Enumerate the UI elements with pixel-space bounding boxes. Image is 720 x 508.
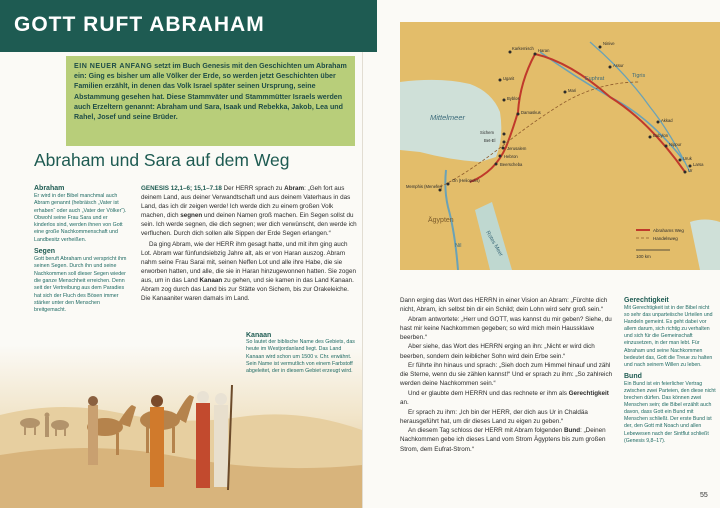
sidebar-head-gerechtigkeit: Gerechtigkeit — [624, 297, 669, 304]
page-number: 55 — [700, 492, 708, 499]
text-run: zu gehen, und sie kamen in das Land Kanaan. Abram zog durch das Land bis zur Stätte von Sichem, bis zur Orakeleiche. Die Kanaaniter waren damals im Land. — [141, 276, 354, 303]
nile-label: Nil — [455, 243, 462, 249]
text-bold: Gerechtigkeit — [568, 389, 609, 397]
body-paragraph: Abram antwortete: „Herr und GOTT, was kannst du mir geben? Siehe, du hast mir keine Nachkommen gegeben; so wird mich mein Haussklave beerben.“ — [400, 315, 612, 341]
body-paragraph: Aber siehe, das Wort des HERRN erging an ihn: „Nicht er wird dich beerben, sondern dein leiblicher Sohn wird dein Erbe sein.“ — [400, 343, 595, 360]
body-paragraph — [141, 240, 358, 304]
city-beerscheba: Beerscheba — [500, 162, 523, 167]
kanaan-text: So lautet der biblische Name des Gebiets, das heute im Westjordanland liegt. Das Land Kanaan wird schon um 1500 v. Chr. erwähnt. Sein Name ist vermutlich von einem Farbstoff abgeleitet, der in diesem Gebiet erzeugt wird. — [246, 339, 355, 375]
text-bold: Abram — [284, 185, 305, 192]
route-map — [400, 22, 720, 270]
sidebar-head-bund: Bund — [624, 372, 642, 380]
sidebar-text-bund: Ein Bund ist ein feierlicher Vertrag zwischen zwei Parteien, den diese nicht brechen dürfen. Das können zwei Menschen sein; die Bibel erzählt auch davon, dass Gott ein Bund mit Menschen schließt. Der erste Bund ist der, den Gott mit Noach und allen Lebewesen nach der Sintflut schließt (Genesis 9,8–17). — [624, 380, 716, 444]
text-bold: Kanaan — [199, 276, 223, 284]
text-run: An diesem Tag schloss der HERR mit Abram folgenden — [408, 427, 564, 435]
right-sidebar — [624, 297, 716, 449]
kanaan-head: Kanaan — [246, 332, 272, 339]
city-larsa: Larsa — [693, 162, 704, 167]
section-heading: Abraham und Sara auf dem Weg — [34, 150, 290, 170]
city-byblos: Byblos — [507, 96, 520, 101]
legend-trade: Handelsweg — [653, 236, 678, 241]
text-run: und deinen Namen groß machen. Ein Segen sollst du sein. Ich werde segnen, die dich segnen; wer dich verwünscht, den werde ich verfluchen. Durch dich sollen alle Sippen der Erde Segen erlangen.“ — [141, 212, 357, 238]
city-haran: Haran — [538, 48, 550, 53]
text-bold: segnen — [180, 212, 203, 220]
kanaan-infobox — [246, 332, 356, 375]
city-ur: Ur — [688, 168, 693, 173]
left-sidebar — [34, 185, 130, 318]
text-bold: Bund — [563, 427, 581, 435]
left-body-text — [141, 184, 358, 304]
city-hebron: Hebron — [504, 154, 518, 159]
city-ninive: Ninive — [603, 41, 615, 46]
euphrat-label: Euphrat — [585, 76, 605, 82]
right-body-text — [400, 296, 618, 454]
body-paragraph: Dann erging das Wort des HERRN in einer Vision an Abram: „Fürchte dich nicht, Abram, ich selbst bin dir ein Schild; dein Lohn wird sehr groß sein.“ — [400, 297, 608, 314]
intro-text — [74, 61, 347, 122]
city-assur: Assur — [613, 63, 624, 68]
sidebar-text-abraham: Er wird in der Bibel manchmal auch Abram genannt (hebräisch „Vater ist erhaben“ oder auch „Vater der Völker“). Obwohl seine Frau Sara und er kinderlos sind, werden ihnen von Gott eine große Nachkommenschaft und Landbesitz verheißen. — [34, 193, 127, 243]
tigris-label: Tigris — [632, 73, 646, 79]
sidebar-head-abraham: Abraham — [34, 185, 65, 192]
text-run: Und er glaubte dem HERRN und das rechnete er ihm als — [408, 389, 569, 397]
city-bet-el: Bet-El — [484, 138, 496, 143]
sidebar-text-gerechtigkeit: Mit Gerechtigkeit ist in der Bibel nicht so sehr das unparteiische Urteilen und Handeln gemeint. Es geht dabei vor allem darum, sich richtig zu verhalten und sich für die Gemeinschaft einzusetzen, in der man lebt. Für Abraham und seine Nachkommen bedeutet das, Gott die Treue zu halten und nach seinem Willen zu leben. — [624, 305, 713, 368]
text-run: : „Geh fort aus deinem Land, aus deiner Verwandtschaft und aus deinem Vaterhaus in das Land, das ich dir zeigen werde! Ich werde dich zu einem großen Volk machen, dich — [141, 185, 351, 220]
text-run: an. — [400, 399, 409, 407]
bible-reference: GENESIS 12,1–6; 15,1–7.18 — [141, 185, 222, 192]
city-on: On (Heliopolis) — [452, 178, 480, 183]
city-ugarit: Ugarit — [503, 76, 515, 81]
intro-box — [66, 56, 355, 146]
city-karkemisch: Karkemisch — [512, 46, 534, 51]
city-memphis: Memphis (Menefer) — [406, 184, 443, 189]
legend-route: Abrahams Weg — [653, 228, 684, 233]
intro-body: setzt im Buch Genesis mit den Geschichten um Abraham ein: Ging es bisher um alle Völker der Erde, so werden jetzt Geschichten über Familien erzählt, in denen das Volk Israel später seinen Ursprung, seine Abstammung gesehen hat. Diese Stammväter und Stammmütter Israels werden auch Erzeltern genannt: Abraham und Sara, Isaak und Rebekka, Jakob, Lea und Rahel, Josef und seine Brüder. — [74, 62, 347, 122]
scale-label: 100 km — [636, 254, 651, 259]
header-band — [0, 0, 377, 52]
city-nippur: Nippur — [669, 142, 682, 147]
sea-label: Mittelmeer — [430, 113, 466, 122]
city-uruk: Uruk — [683, 156, 692, 161]
city-babylon: Babylon — [653, 133, 669, 138]
body-paragraph — [400, 389, 618, 407]
sidebar-head-segen: Segen — [34, 248, 56, 256]
city-akkad: Akkad — [661, 118, 673, 123]
egypt-label: Ägypten — [428, 217, 454, 224]
page-title: GOTT RUFT ABRAHAM — [14, 13, 265, 36]
red-sea-label: Rotes Meer — [484, 230, 504, 258]
body-paragraph: Er sprach zu ihm: „Ich bin der HERR, der dich aus Ur in Chaldäa herausgeführt hat, um dir dieses Land zu eigen zu geben.“ — [400, 408, 588, 425]
body-paragraph — [141, 184, 358, 239]
body-paragraph — [400, 426, 618, 453]
intro-lead: EIN NEUER ANFANG — [74, 62, 153, 70]
city-jerusalem: Jerusalem — [507, 146, 527, 151]
text-run: Der HERR sprach zu — [221, 185, 285, 192]
city-mari: Mari — [568, 88, 577, 93]
body-paragraph: Er führte ihn hinaus und sprach: „Sieh doch zum Himmel hinauf und zähl die Sterne, wenn du sie zählen kannst!“ Und er sprach zu ihm: „So zahlreich werden deine Nachkommen sein.“ — [400, 362, 613, 388]
city-damaskus: Damaskus — [521, 110, 541, 115]
city-sichem: Sichem — [480, 130, 494, 135]
text-run: : „Deinen Nachkommen gebe ich dieses Land vom Strom Ägyptens bis zum großen Strom, dem Eufrat-Strom.“ — [400, 427, 606, 453]
text-run: Da ging Abram, wie der HERR ihm gesagt hatte, und mit ihm ging auch Lot. Abram war fünfundsiebzig Jahre alt, als er von Haran auszog. Abram nahm seine Frau Sarai mit, seinen Neffen Lot und alle ihre Habe, die sie erworben hatten, und alle, die sie in Haran hinzugewonnen hatten. Sie zogen aus, um in das Land — [141, 240, 356, 284]
sidebar-text-segen: Gott beruft Abraham und verspricht ihm seinen Segen. Durch ihn und seine Nachkommen soll dieser Segen wieder die ganze Menschheit erreichen. Denn seit der Vertreibung aus dem Paradies hat sich der Fluch des Bösen immer stärker unter den Menschen breitgemacht. — [34, 256, 127, 314]
